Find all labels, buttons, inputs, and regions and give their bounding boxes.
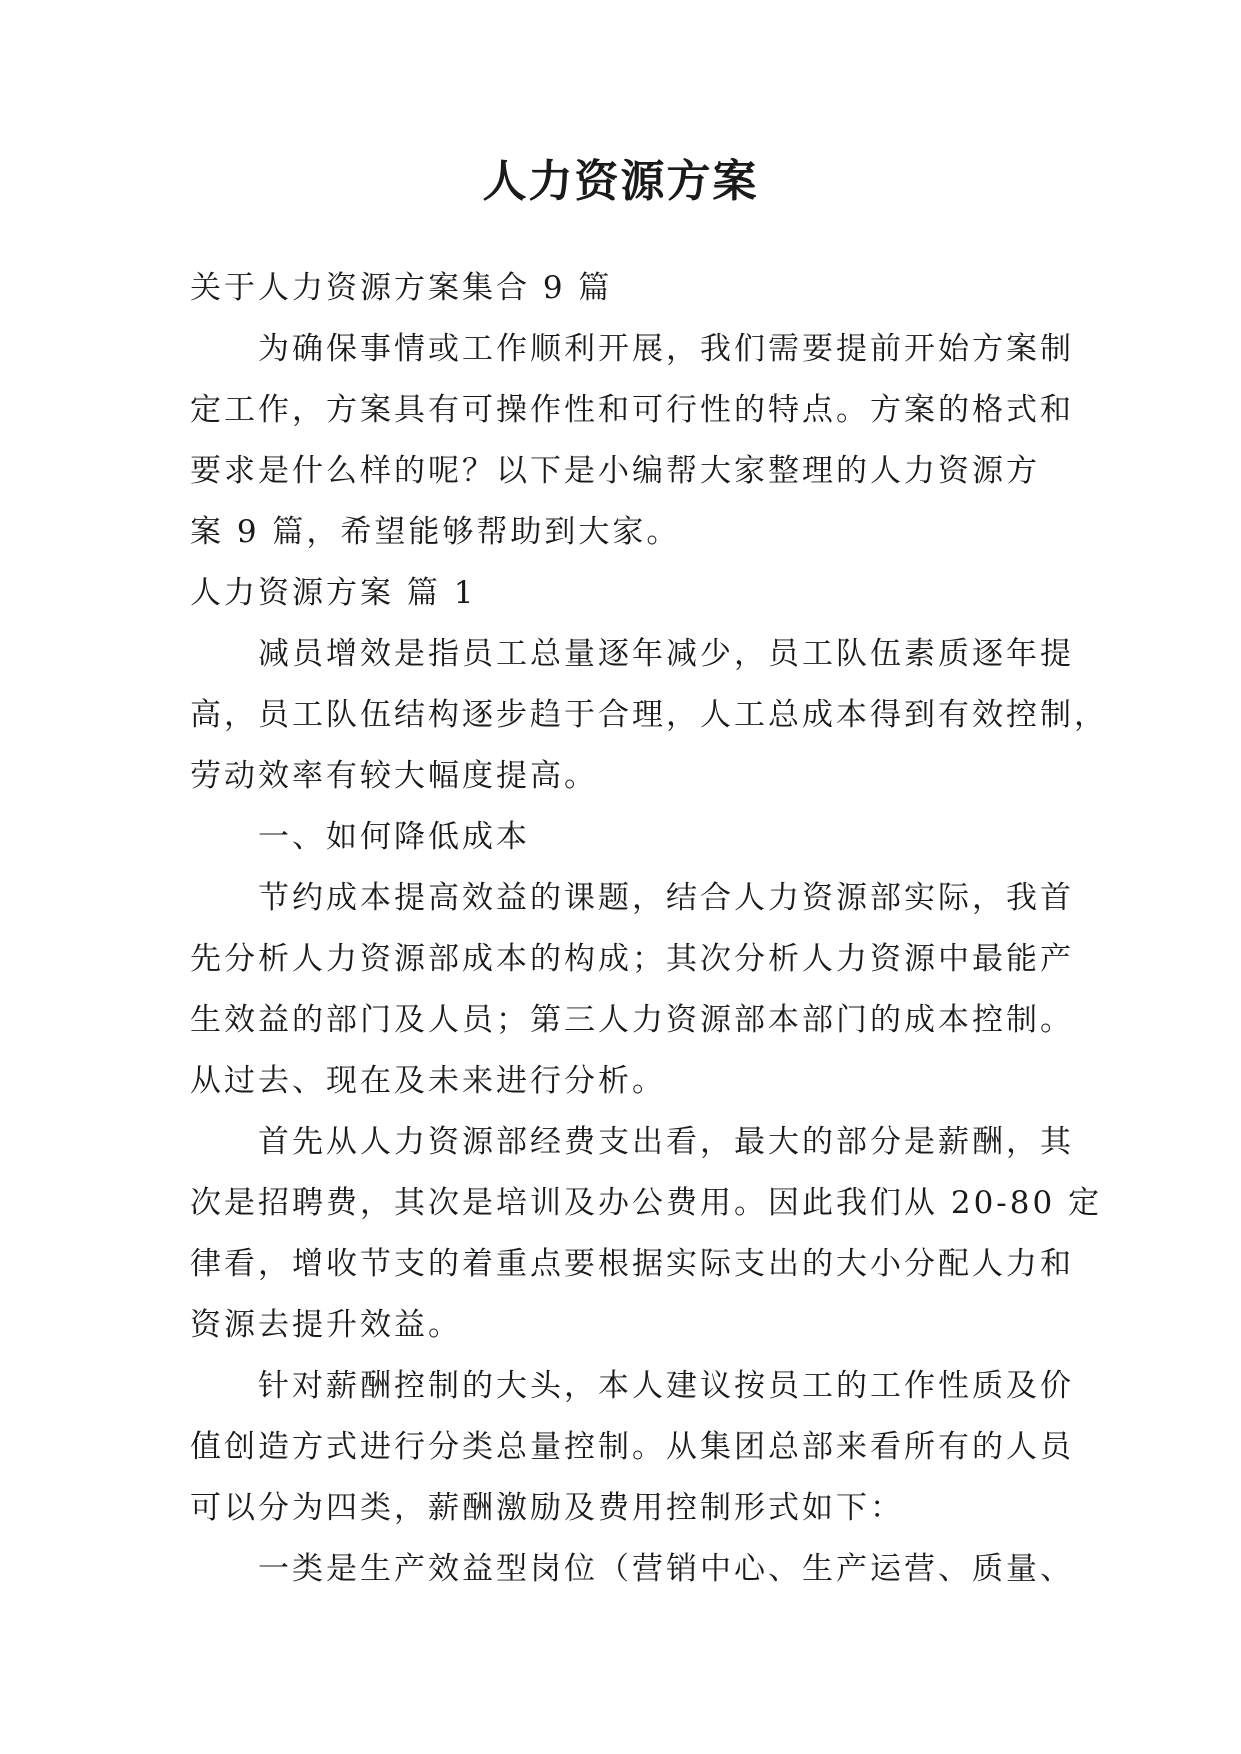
paragraph (190, 807, 1070, 868)
document-title: 人力资源方案 (482, 156, 759, 207)
text-line: 资源去提升效益。 (190, 1307, 462, 1343)
text-line: 次是招聘费，其次是培训及办公费用。因此我们从 20-80 定 (190, 1185, 1103, 1221)
document-body (190, 258, 1108, 1600)
paragraph (190, 563, 1070, 624)
paragraph (190, 1356, 1074, 1539)
text-line: 生效益的部门及人员；第三人力资源部本部门的成本控制。 (190, 1002, 1074, 1038)
text-line: 案 9 篇，希望能够帮助到大家。 (190, 514, 681, 550)
paragraph (190, 319, 1074, 563)
text-line: 一类是生产效益型岗位（营销中心、生产运营、质量、 (258, 1551, 1074, 1587)
text-line: 定工作，方案具有可操作性和可行性的特点。方案的格式和 (190, 392, 1074, 428)
text-line: 从过去、现在及未来进行分析。 (190, 1063, 666, 1099)
paragraph (190, 1112, 1103, 1356)
paragraph (190, 258, 1070, 319)
text-line: 先分析人力资源部成本的构成；其次分析人力资源中最能产 (190, 941, 1074, 977)
text-line: 值创造方式进行分类总量控制。从集团总部来看所有的人员 (190, 1429, 1074, 1465)
text-line: 高，员工队伍结构逐步趋于合理，人工总成本得到有效控制， (190, 697, 1108, 733)
text-line: 律看，增收节支的着重点要根据实际支出的大小分配人力和 (190, 1246, 1074, 1282)
text-line: 关于人力资源方案集合 9 篇 (190, 270, 613, 306)
text-line: 首先从人力资源部经费支出看，最大的部分是薪酬，其 (258, 1124, 1074, 1160)
text-line: 为确保事情或工作顺利开展，我们需要提前开始方案制 (258, 331, 1074, 367)
text-line: 减员增效是指员工总量逐年减少，员工队伍素质逐年提 (258, 636, 1074, 672)
paragraph (190, 868, 1074, 1112)
paragraph (190, 1539, 1074, 1600)
text-line: 劳动效率有较大幅度提高。 (190, 758, 598, 794)
text-line: 节约成本提高效益的课题，结合人力资源部实际，我首 (258, 880, 1074, 916)
text-line: 针对薪酬控制的大头，本人建议按员工的工作性质及价 (258, 1368, 1074, 1404)
text-line: 要求是什么样的呢？以下是小编帮大家整理的人力资源方 (190, 453, 1040, 489)
text-line: 可以分为四类，薪酬激励及费用控制形式如下： (190, 1490, 904, 1526)
paragraph (190, 624, 1108, 807)
text-line: 一、如何降低成本 (258, 819, 530, 855)
text-line: 人力资源方案 篇 1 (190, 575, 477, 611)
